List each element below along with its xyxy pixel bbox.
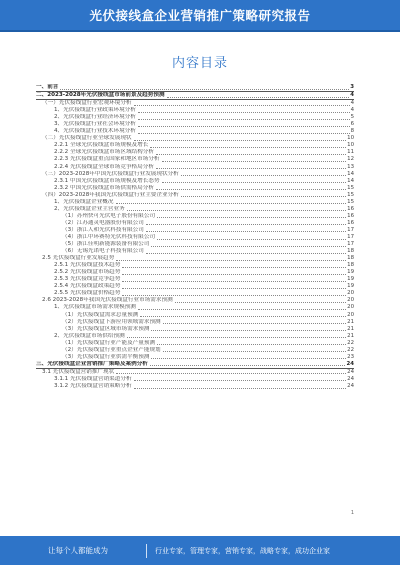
toc-entry-label: 2.3.2 中国光伏接线盒市场供需格局分析 <box>54 184 154 191</box>
toc-entry-page: 21 <box>347 318 354 325</box>
toc-entry[interactable] <box>36 241 354 248</box>
toc-entry-page: 19 <box>347 283 354 290</box>
toc-entry-leader <box>175 301 346 303</box>
toc-entry[interactable] <box>36 206 354 213</box>
toc-entry-label: （1）光伏接线盒行业产能及产量预测 <box>62 339 156 346</box>
toc-entry-page: 11 <box>347 149 354 156</box>
toc-entry[interactable] <box>36 248 354 255</box>
toc-entry-label: 2.2.2 全球光伏接线盒市场区域结构分析 <box>54 149 154 156</box>
toc-entry-leader <box>122 266 346 268</box>
toc-entry-label: 4、光伏接线盒行业技术环境分析 <box>54 128 136 135</box>
toc-entry-leader <box>138 132 350 134</box>
toc-entry[interactable] <box>36 262 354 269</box>
toc-entry-leader <box>116 202 347 204</box>
toc-entry-page: 17 <box>347 233 354 240</box>
toc-entry-leader <box>138 111 350 113</box>
toc-entry-label: 2.5.1 光伏接线盒技术趋势 <box>54 262 121 269</box>
toc-entry-label: （2）光伏接线盒下游应用领域需求预测 <box>62 318 161 325</box>
toc-entry[interactable] <box>36 142 354 149</box>
toc-entry[interactable] <box>36 185 354 192</box>
toc-entry[interactable] <box>36 283 354 290</box>
toc-entry-label: 2.6 2023-2028年我国光伏接线盒行业市场需求预测 <box>42 297 173 304</box>
toc-entry[interactable] <box>36 114 354 121</box>
toc-entry-label: 2.3.1 中国光伏接线盒市场规模及增长态势 <box>54 177 160 184</box>
toc-entry-leader <box>150 146 346 148</box>
toc-entry-label: （3）浙江人和光伏科技有限公司 <box>62 226 144 233</box>
toc-entry-label: （三）2023-2028年中国光伏接线盒行业发展现状分析 <box>42 170 179 177</box>
toc-entry-page: 6 <box>350 121 354 128</box>
toc-entry[interactable] <box>36 340 354 347</box>
toc-entry-label: （3）光伏接线盒行业供需平衡预测 <box>62 353 150 360</box>
toc-entry-page: 4 <box>350 100 354 107</box>
toc-entry[interactable] <box>36 304 354 311</box>
toc-entry-page: 19 <box>347 269 354 276</box>
toc-entry[interactable] <box>36 192 354 199</box>
toc-entry-leader <box>134 104 350 106</box>
toc-entry-label: 2、光伏接线盒市场供给预测 <box>54 332 125 339</box>
toc-entry[interactable] <box>36 171 354 178</box>
toc-entry[interactable] <box>36 269 354 276</box>
toc-entry[interactable] <box>36 376 354 383</box>
toc-entry-page: 21 <box>347 325 354 332</box>
toc-entry-label: 1、光伏接线盒市场需求规模预测 <box>54 304 136 311</box>
toc-entry-page: 24 <box>347 368 354 375</box>
toc-entry[interactable] <box>36 178 354 185</box>
toc-entry[interactable] <box>36 369 354 376</box>
toc-entry[interactable] <box>36 107 354 114</box>
toc-entry-leader <box>122 294 346 296</box>
toc-entry-page: 15 <box>347 184 354 191</box>
footer-divider <box>146 544 147 558</box>
toc-entry-label: （二）光伏接线盒行业全球发展现状 <box>42 135 132 142</box>
toc-entry-label: 2.5.4 光伏接线盒政策趋势 <box>54 283 121 290</box>
toc-entry[interactable] <box>36 213 354 220</box>
toc-entry[interactable] <box>36 361 354 369</box>
toc-entry-label: （四）2023-2028年我国光伏接线盒行业主要企业分析 <box>42 191 179 198</box>
toc-entry-label: （4）浙江中环赛特光伏科技有限公司 <box>62 233 156 240</box>
toc-entry-leader <box>116 259 346 261</box>
toc-entry-page: 5 <box>350 114 354 121</box>
toc-entry[interactable] <box>36 297 354 304</box>
toc-entry-leader <box>156 188 346 190</box>
toc-entry-page: 15 <box>347 191 354 198</box>
report-header-bar <box>0 0 400 32</box>
toc-entry[interactable] <box>36 92 354 100</box>
toc-entry-label: 三、光伏接线盒企业营销推广策略及案例分析 <box>36 360 148 367</box>
toc-entry-label: 2.5.2 光伏接线盒市场趋势 <box>54 269 121 276</box>
toc-entry-label: 3.1.1 光伏接线盒营销渠道分析 <box>54 375 132 382</box>
footer-roles: 行业专家，管理专家，营销专家，战略专家，成功企业家 <box>155 546 330 555</box>
report-title: 光伏接线盒企业营销推广策略研究报告 <box>89 8 311 23</box>
table-of-contents <box>36 84 354 390</box>
toc-entry-label: （5）浙江佳明新能源装备有限公司 <box>62 241 150 248</box>
toc-entry[interactable] <box>36 255 354 262</box>
toc-entry-page: 16 <box>347 219 354 226</box>
toc-entry[interactable] <box>36 227 354 234</box>
toc-entry-leader <box>157 343 346 345</box>
toc-entry-page: 10 <box>347 135 354 142</box>
toc-entry[interactable] <box>36 149 354 156</box>
toc-entry-label: 2、光伏接线盒企业主营业务 <box>54 205 125 212</box>
toc-entry-page: 14 <box>347 170 354 177</box>
toc-entry[interactable] <box>36 333 354 340</box>
toc-entry-leader <box>181 174 346 176</box>
toc-entry-label: （2）光伏接线盒行业重点企业产能规划 <box>62 346 161 353</box>
toc-entry-page: 22 <box>347 339 354 346</box>
toc-entry-page: 15 <box>347 198 354 205</box>
toc-entry-leader <box>150 364 346 366</box>
toc-entry[interactable] <box>36 234 354 241</box>
toc-entry-page: 19 <box>347 276 354 283</box>
toc-entry-leader <box>156 167 346 169</box>
toc-entry-leader <box>140 315 346 317</box>
toc-entry-page: 16 <box>347 205 354 212</box>
toc-entry[interactable] <box>36 100 354 107</box>
toc-entry-page: 8 <box>350 128 354 135</box>
toc-entry-label: 2.2.4 光伏接线盒全球市场竞争格局分析 <box>54 163 154 170</box>
toc-entry[interactable] <box>36 354 354 361</box>
toc-entry-page: 12 <box>347 156 354 163</box>
toc-entry[interactable] <box>36 164 354 171</box>
toc-entry-label: 3.1.2 光伏接线盒营销策略分析 <box>54 382 132 389</box>
toc-entry[interactable] <box>36 135 354 142</box>
toc-entry[interactable] <box>36 383 354 390</box>
toc-entry-leader <box>122 280 346 282</box>
toc-entry-leader <box>134 139 347 141</box>
toc-entry-label: 一、前言 <box>36 84 59 90</box>
toc-entry-page: 17 <box>347 226 354 233</box>
toc-entry-label: 2.2.1 全球光伏接线盒市场规模及增长 <box>54 142 149 149</box>
toc-entry-label: （1）光伏接线盒需求总量预测 <box>62 311 139 318</box>
toc-entry-page: 23 <box>347 353 354 360</box>
toc-entry-page: 24 <box>346 360 354 367</box>
toc-entry-label: 2.2.3 光伏接线盒重点国家和地区市场分析 <box>54 156 160 163</box>
toc-entry-page: 10 <box>347 142 354 149</box>
toc-entry-label: （1）苏州快可光伏电子股份有限公司 <box>62 212 156 219</box>
toc-entry-page: 24 <box>347 382 354 389</box>
toc-entry-leader <box>167 96 350 98</box>
toc-entry-leader <box>151 245 346 247</box>
report-footer-bar <box>0 536 400 565</box>
toc-entry-leader <box>151 357 346 359</box>
toc-entry-label: （3）光伏接线盒区域市场需求预测 <box>62 325 150 332</box>
toc-entry-leader <box>146 230 346 232</box>
toc-entry-leader <box>127 209 346 211</box>
toc-entry-leader <box>122 273 346 275</box>
page-number: 1 <box>350 510 354 516</box>
toc-entry-page: 24 <box>347 375 354 382</box>
toc-entry-leader <box>134 387 347 389</box>
toc-entry-leader <box>138 125 350 127</box>
toc-entry-leader <box>146 252 346 254</box>
toc-entry-leader <box>151 329 346 331</box>
toc-entry-page: 20 <box>347 297 354 304</box>
toc-entry-leader <box>163 350 346 352</box>
toc-entry-page: 17 <box>347 241 354 248</box>
toc-entry[interactable] <box>36 276 354 283</box>
toc-entry-label: 3、光伏接线盒行业社会环境分析 <box>54 121 136 128</box>
toc-entry-leader <box>134 379 347 381</box>
toc-entry-leader <box>60 88 349 90</box>
toc-entry[interactable] <box>36 156 354 163</box>
toc-entry[interactable] <box>36 84 354 92</box>
toc-entry-leader <box>116 372 346 374</box>
toc-entry-page: 16 <box>347 212 354 219</box>
toc-entry-page: 14 <box>347 177 354 184</box>
toc-heading: 内容目录 <box>171 56 228 71</box>
toc-entry-label: 2、光伏接线盒行业经济环境分析 <box>54 114 136 121</box>
toc-entry-label: 二、2023-2028年光伏接线盒市场前景及趋势预测 <box>36 92 165 99</box>
toc-entry[interactable] <box>36 199 354 206</box>
toc-entry-label: （一）光伏接线盒行业宏观环境分析 <box>42 100 132 107</box>
toc-entry-leader <box>122 287 346 289</box>
toc-entry[interactable] <box>36 121 354 128</box>
toc-entry-leader <box>162 160 347 162</box>
toc-entry-leader <box>162 181 347 183</box>
toc-entry-label: 2.5.5 光伏接线盒价格趋势 <box>54 290 121 297</box>
toc-entry-label: 1、光伏接线盒企业概况 <box>54 198 114 205</box>
toc-entry-leader <box>156 153 346 155</box>
toc-entry-page: 13 <box>347 163 354 170</box>
toc-entry-label: 2.5 光伏接线盒行业发展趋势 <box>42 255 115 262</box>
toc-entry[interactable] <box>36 220 354 227</box>
toc-entry-page: 18 <box>347 248 354 255</box>
toc-entry-page: 4 <box>350 92 354 99</box>
toc-entry-leader <box>146 223 346 225</box>
toc-entry-page: 18 <box>347 262 354 269</box>
toc-entry-leader <box>163 322 346 324</box>
toc-entry-page: 4 <box>350 107 354 114</box>
toc-entry-label: 2.5.3 光伏接线盒竞争趋势 <box>54 276 121 283</box>
toc-entry-page: 20 <box>347 304 354 311</box>
toc-entry-leader <box>181 195 346 197</box>
toc-entry-page: 18 <box>347 255 354 262</box>
toc-entry[interactable] <box>36 128 354 135</box>
toc-entry-page: 21 <box>347 332 354 339</box>
toc-entry-label: 1、光伏接线盒行业政策环境分析 <box>54 107 136 114</box>
toc-entry-page: 20 <box>347 311 354 318</box>
toc-entry-leader <box>157 238 346 240</box>
toc-entry[interactable] <box>36 347 354 354</box>
toc-entry-label: （2）江苏通灵电器股份有限公司 <box>62 219 144 226</box>
toc-entry-leader <box>138 308 346 310</box>
toc-entry-leader <box>157 216 346 218</box>
toc-entry-page: 20 <box>347 290 354 297</box>
toc-entry-page: 22 <box>347 346 354 353</box>
toc-entry-leader <box>127 336 346 338</box>
toc-entry[interactable] <box>36 312 354 319</box>
toc-entry-leader <box>138 118 350 120</box>
toc-entry[interactable] <box>36 326 354 333</box>
toc-entry-label: 3.1 光伏接线盒营销推广现状 <box>42 368 115 375</box>
toc-entry[interactable] <box>36 319 354 326</box>
toc-entry-page: 3 <box>350 84 354 90</box>
toc-entry[interactable] <box>36 290 354 297</box>
footer-slogan: 让每个人都能成为 <box>48 546 108 555</box>
toc-entry-label: （6）无锡光诺电子科技有限公司 <box>62 248 144 255</box>
